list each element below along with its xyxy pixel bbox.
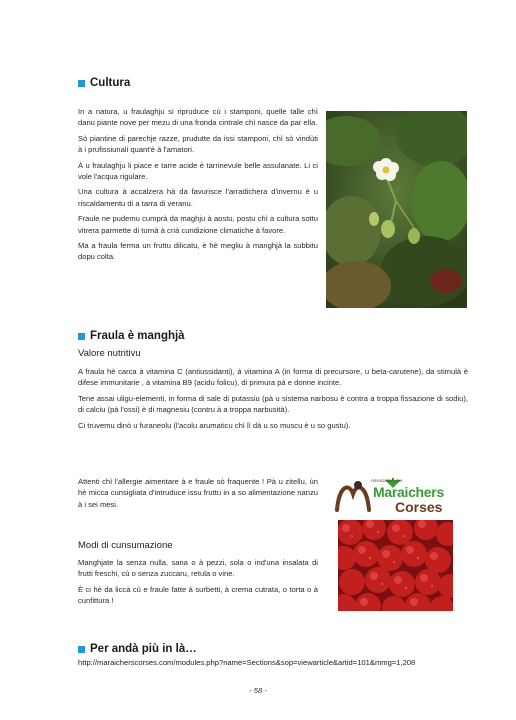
subheading-valore: Valore nutritivu xyxy=(78,348,141,359)
paragraph: Attenti chì l'allergie aimentare à e fraule sò fraquente ! Pà u zitellu, ùn hè micca cunsigliata d'intruduce issu fruttu in a so alimentazione nanzu à i sei mesi. xyxy=(78,477,318,509)
paragraph: Ci truvemu dinò u furaneolu (l'acolu arumaticu chì lì dà u so muscu è u so gustu). xyxy=(78,420,351,430)
strawberries-photo xyxy=(338,520,453,611)
section-heading-fraula xyxy=(78,330,185,342)
logo-small-text: Association des xyxy=(371,478,403,483)
section-heading-per-anda xyxy=(78,643,197,655)
heading-text: Cultura xyxy=(90,77,131,89)
paragraph: Ma a fraula ferma un fruttu dilicatu, è hè megliu à manghjà la subbitu dopu colta. xyxy=(78,241,318,262)
reference-link[interactable]: http://maraicherscorses.com/modules.php?name=Sections&sop=viewarticle&artid=101&mmg=1,208 xyxy=(78,658,416,667)
paragraph: È ci hè da liccà cù e fraule fatte à surbetti, à crema cutrata, o torta o à cunfittura ! xyxy=(78,584,318,606)
modi-text xyxy=(78,557,318,611)
section-heading-cultura xyxy=(78,77,130,89)
paragraph: Fraule ne pudemu cumprà da maghju à aostu, postu chì a cultura sottu vitrera parmette di turnà à crià cundizione climatiche à favore. xyxy=(78,214,318,235)
paragraph: A fraula hè carca à vitamina C (antiussidanti), à vitamina A (in forma di precursore, u beta-carutene), da stimulà è difese immunitarie , à vitamina B9 (acidu folicu), di primura pà e donne incinte. xyxy=(78,367,468,388)
maraichers-corses-logo xyxy=(333,476,455,516)
paragraph: Tene assai uligu-elementi, in forma di sale di putassiu (pà u sistema narbosu è contra a troppa fissazione di sodiu), di calciu (pà l'ossi) è di magnesiu (contru à a troppa narbusità). xyxy=(78,393,468,415)
logo-line2: Corses xyxy=(395,499,443,515)
fraula-text-wide xyxy=(78,366,468,435)
heading-text: Per andà più in là… xyxy=(90,643,197,655)
strawberry-plant-photo xyxy=(326,111,467,308)
page-number: - 58 - xyxy=(249,686,267,695)
heading-text: Fraula è manghjà xyxy=(90,330,185,342)
paragraph: Una cultura à accalzera hà da favurisce l'arradichera d'invernu è u riscaldamentu di a tarra di veranu. xyxy=(78,187,318,208)
paragraph: À u fraulaghju li piace e tarre acide è tarrinevule belle assulanate. Li ci vole l'acqua rigulare. xyxy=(78,160,318,182)
fraula-allergy-text xyxy=(78,476,318,514)
logo-line1: Maraichers xyxy=(373,484,444,500)
paragraph: Manghjate la senza nulla, sana o à pezzi, sola o ind'una insalata di frutti freschi, cù o senza zuccaru, retula o vine. xyxy=(78,558,318,579)
paragraph: In a natura, u fraulaghju si ripruduce cù i stamponi, quelle talle chì danu piante nove per mezu di una fronda cintrale chì nasce da par ella. xyxy=(78,107,318,128)
section-bullet-icon xyxy=(78,646,85,653)
subheading-modi: Modi di cunsumazione xyxy=(78,540,173,551)
paragraph: Sò piantine di parechje razze, prudutte da issi stamponi, chì sò vindùti à i prufissiunali quant'è à l'amatori. xyxy=(78,133,318,155)
section-bullet-icon xyxy=(78,333,85,340)
section-bullet-icon xyxy=(78,80,85,87)
cultura-text xyxy=(78,106,318,267)
